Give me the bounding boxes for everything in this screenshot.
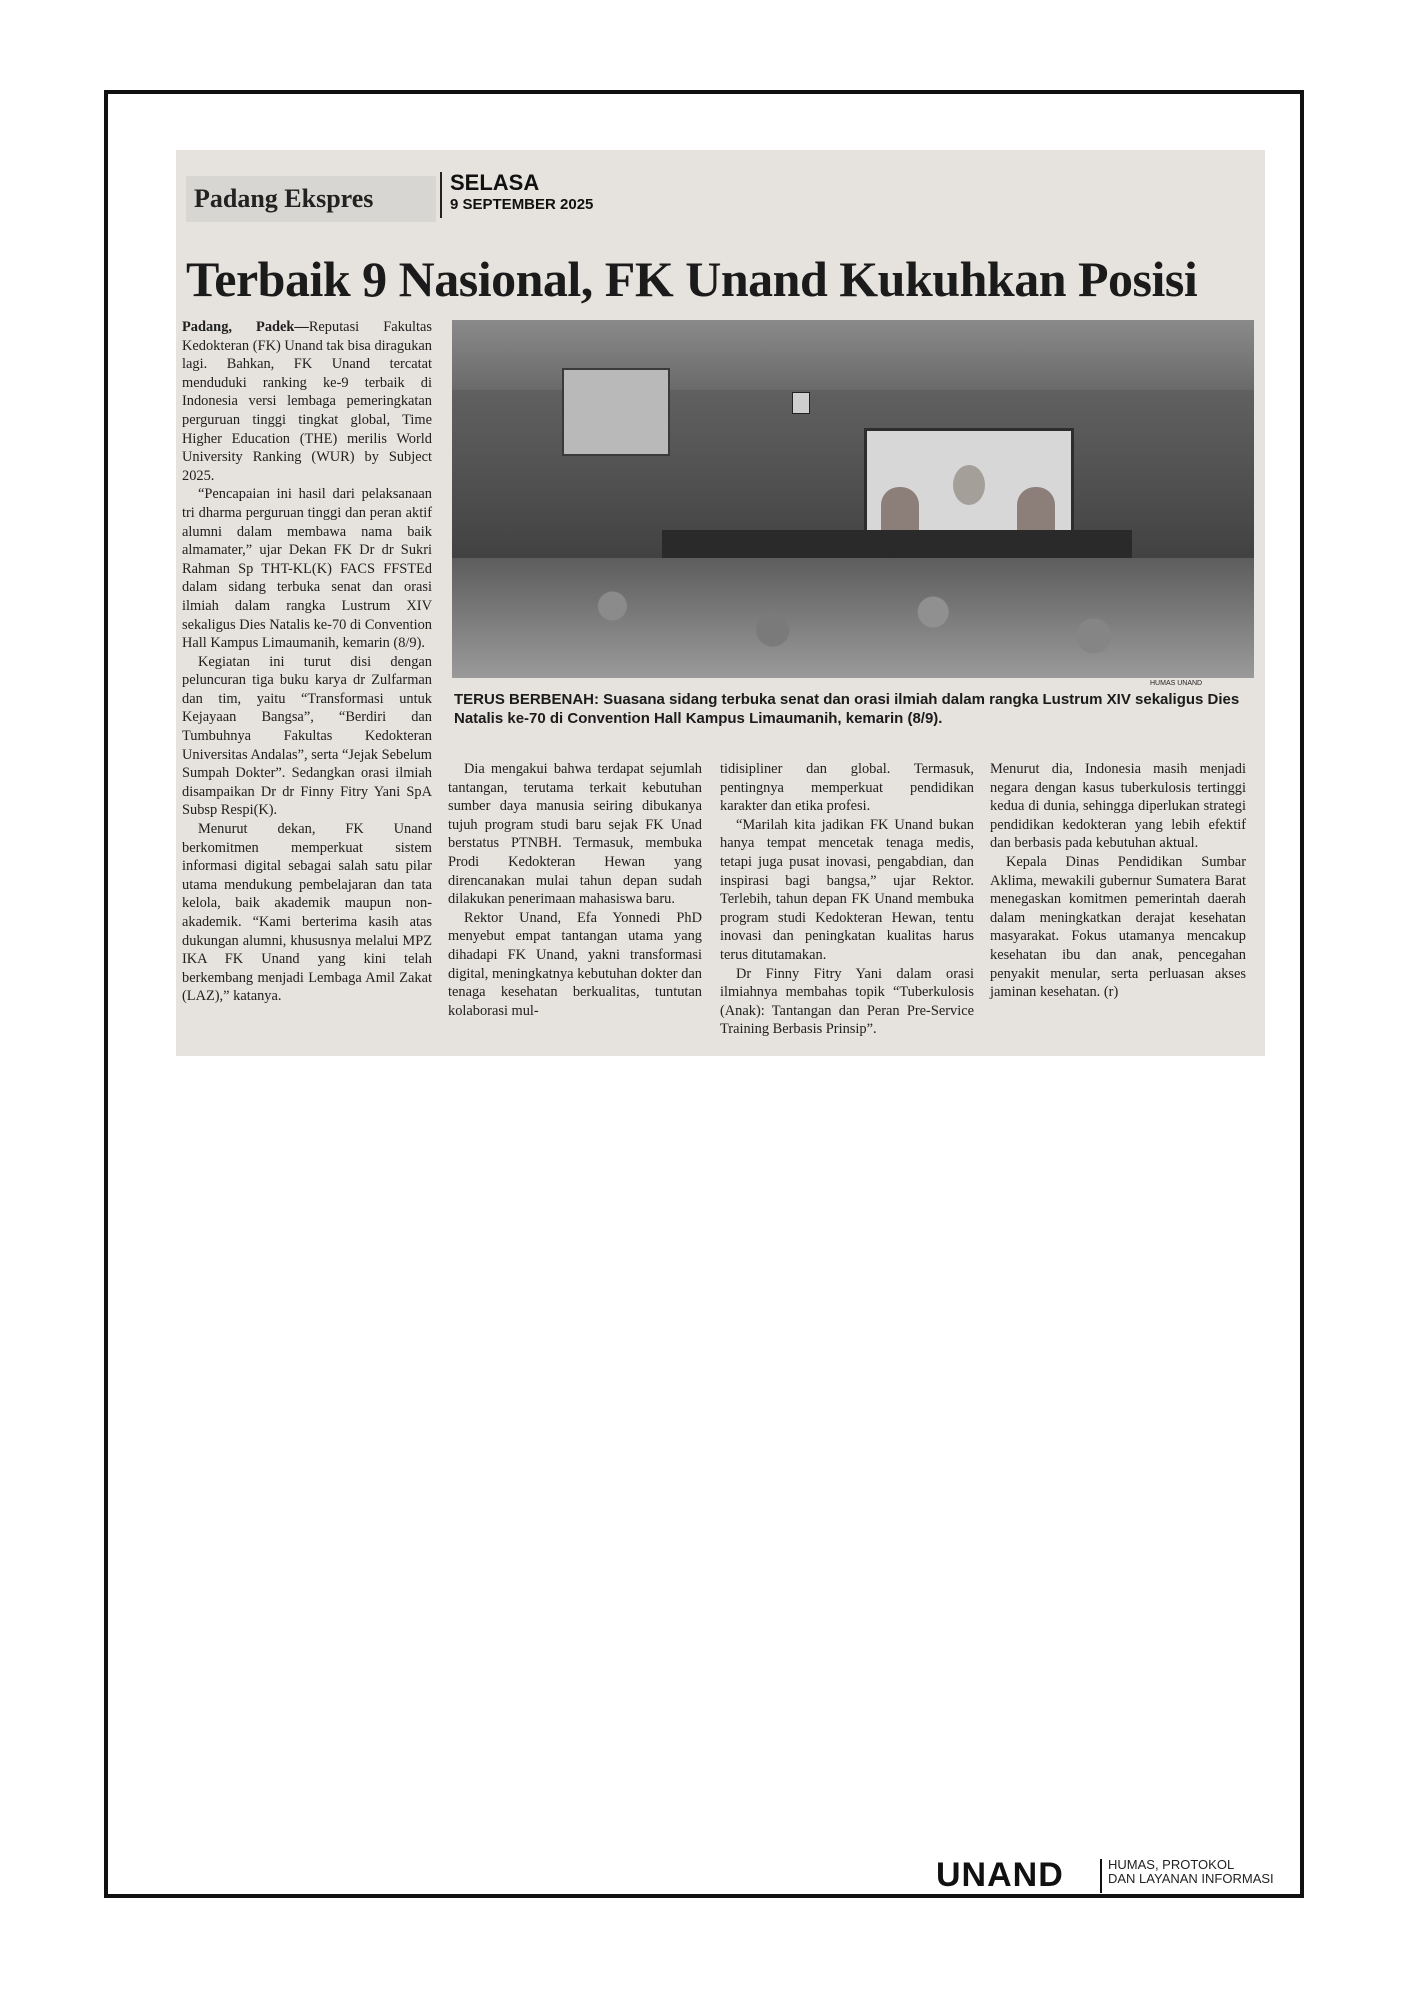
paragraph: “Pencapaian ini hasil dari pelaksanaan tri dharma perguruan tinggi dan peran aktif alumni dalam membawa nama baik almamater,” ujar Dekan FK Dr dr Sukri Rahman Sp THT-KL(K) FACS FFSTEd dalam sidang terbuka senat dan orasi ilmiah dalam rangka Lustrum XIV sekaligus Dies Natalis ke-70 di Convention Hall Kampus Limaumanih, kemarin (8/9). xyxy=(182,486,432,652)
photo-caption xyxy=(454,690,1254,728)
dateline: Padang, Padek— xyxy=(182,319,309,335)
photo-stage xyxy=(662,530,1132,558)
photo-anniversary-logo xyxy=(953,465,985,505)
article-column-4 xyxy=(990,760,1246,1002)
unand-logo: UNAND xyxy=(936,1856,1064,1894)
photo-audience xyxy=(452,558,1254,678)
footer-unit-line-1: HUMAS, PROTOKOL xyxy=(1108,1857,1235,1872)
photo-credit: HUMAS UNAND xyxy=(1150,680,1203,687)
article-column-1 xyxy=(182,318,432,1006)
paragraph: Kegiatan ini turut disi dengan peluncuran tiga buku karya dr Zulfarman dan tim, yaitu “Transformasi untuk Kejayaan Bangsa”, “Berdiri dan Tumbuhnya Fakultas Kedokteran Universitas Andalas”, serta “Jejak Sebelum Sumpah Dokter”. Sedangkan orasi ilmiah disampaikan Dr dr Finny Fitry Yani SpA Subsp Respi(K). xyxy=(182,653,432,819)
paragraph xyxy=(182,318,432,485)
paragraph: Rektor Unand, Efa Yonnedi PhD menyebut empat tantangan utama yang dihadapi FK Unand, yakni transformasi digital, meningkatnya kebutuhan dokter dan tenaga kesehatan berkualitas, tuntutan kolaborasi mul- xyxy=(448,909,702,1019)
article-headline: Terbaik 9 Nasional, FK Unand Kukuhkan Posisi xyxy=(186,251,1198,307)
newspaper-name: Padang Ekspres xyxy=(194,184,374,213)
photo-side-screen xyxy=(562,368,670,456)
paragraph: Kepala Dinas Pendidikan Sumbar Aklima, mewakili gubernur Sumatera Barat menegaskan komitmen pemerintah daerah dalam meningkatkan derajat kesehatan masyarakat. Fokus utamanya mencakup kesehatan ibu dan anak, pencegahan penyakit menular, serta perluasan akses jaminan kesehatan. (r) xyxy=(990,853,1246,1001)
paragraph: Menurut dekan, FK Unand berkomitmen memperkuat sistem informasi digital sebagai salah satu pilar utama mendukung pembelajaran dan tata kelola, baik akademik maupun non-akademik. “Kami berterima kasih atas dukungan alumni, khususnya melalui MPZ IKA FK Unand yang kini telah berkembang menjadi Lembaga Amil Zakat (LAZ),” katanya. xyxy=(182,821,432,1005)
footer-divider xyxy=(1100,1859,1102,1893)
article-column-2 xyxy=(448,760,702,1020)
paragraph: Dr Finny Fitry Yani dalam orasi ilmiahnya membahas topik “Tuberkulosis (Anak): Tantangan dan Peran Pre-Service Training Berbasis Prinsip”. xyxy=(720,965,974,1038)
caption-text: Suasana sidang terbuka senat dan orasi ilmiah dalam rangka Lustrum XIV sekaligus Dies Natalis ke-70 di Convention Hall Kampus Limaumanih, kemarin (8/9). xyxy=(454,691,1240,727)
caption-label: TERUS BERBENAH: xyxy=(454,691,600,708)
publication-date-text: 9 SEPTEMBER 2025 xyxy=(450,196,594,213)
publication-day: SELASA xyxy=(450,170,540,195)
event-photo xyxy=(452,320,1254,678)
paragraph: Menurut dia, Indonesia masih menjadi negara dengan kasus tuberkulosis tertinggi kedua di dunia, sehingga diperlukan strategi pendidikan kedokteran yang lebih efektif dan berbasis pada kebutuhan aktual. xyxy=(990,761,1246,852)
footer-unit-line-2: DAN LAYANAN INFORMASI xyxy=(1108,1871,1274,1886)
paragraph: “Marilah kita jadikan FK Unand bukan hanya tempat mencetak tenaga medis, tetapi juga pusat inovasi, pengabdian, dan inspirasi bagi bangsa,” ujar Rektor. Terlebih, tahun depan FK Unand membuka program studi Kedokteran Hewan, tentu inovasi dan peningkatan kualitas harus terus ditutamakan. xyxy=(720,816,974,963)
paragraph-text: Reputasi Fakultas Kedokteran (FK) Unand tak bisa diragukan lagi. Bahkan, FK Unand tercatat menduduki ranking ke-9 terbaik di Indonesia versi lembaga pemeringkatan perguruan tinggi tingkat global, Time Higher Education (THE) merilis World University Ranking (WUR) by Subject 2025. xyxy=(182,319,432,484)
date-divider xyxy=(440,172,442,218)
footer-unit-name xyxy=(1108,1858,1274,1886)
photo-wall-portrait xyxy=(792,392,810,414)
paragraph: Dia mengakui bahwa terdapat sejumlah tantangan, terutama terkait kebutuhan sumber daya manusia seiring dibukanya tujuh program studi baru sejak FK Unad berstatus PTNBH. Termasuk, membuka Prodi Kedokteran Hewan yang direncanakan mulai tahun depan sudah dilakukan penerimaan mahasiswa baru. xyxy=(448,761,702,908)
article-column-3 xyxy=(720,760,974,1039)
newspaper-masthead xyxy=(186,176,436,222)
paragraph: tidisipliner dan global. Termasuk, pentingnya memperkuat pendidikan karakter dan etika profesi. xyxy=(720,761,974,815)
